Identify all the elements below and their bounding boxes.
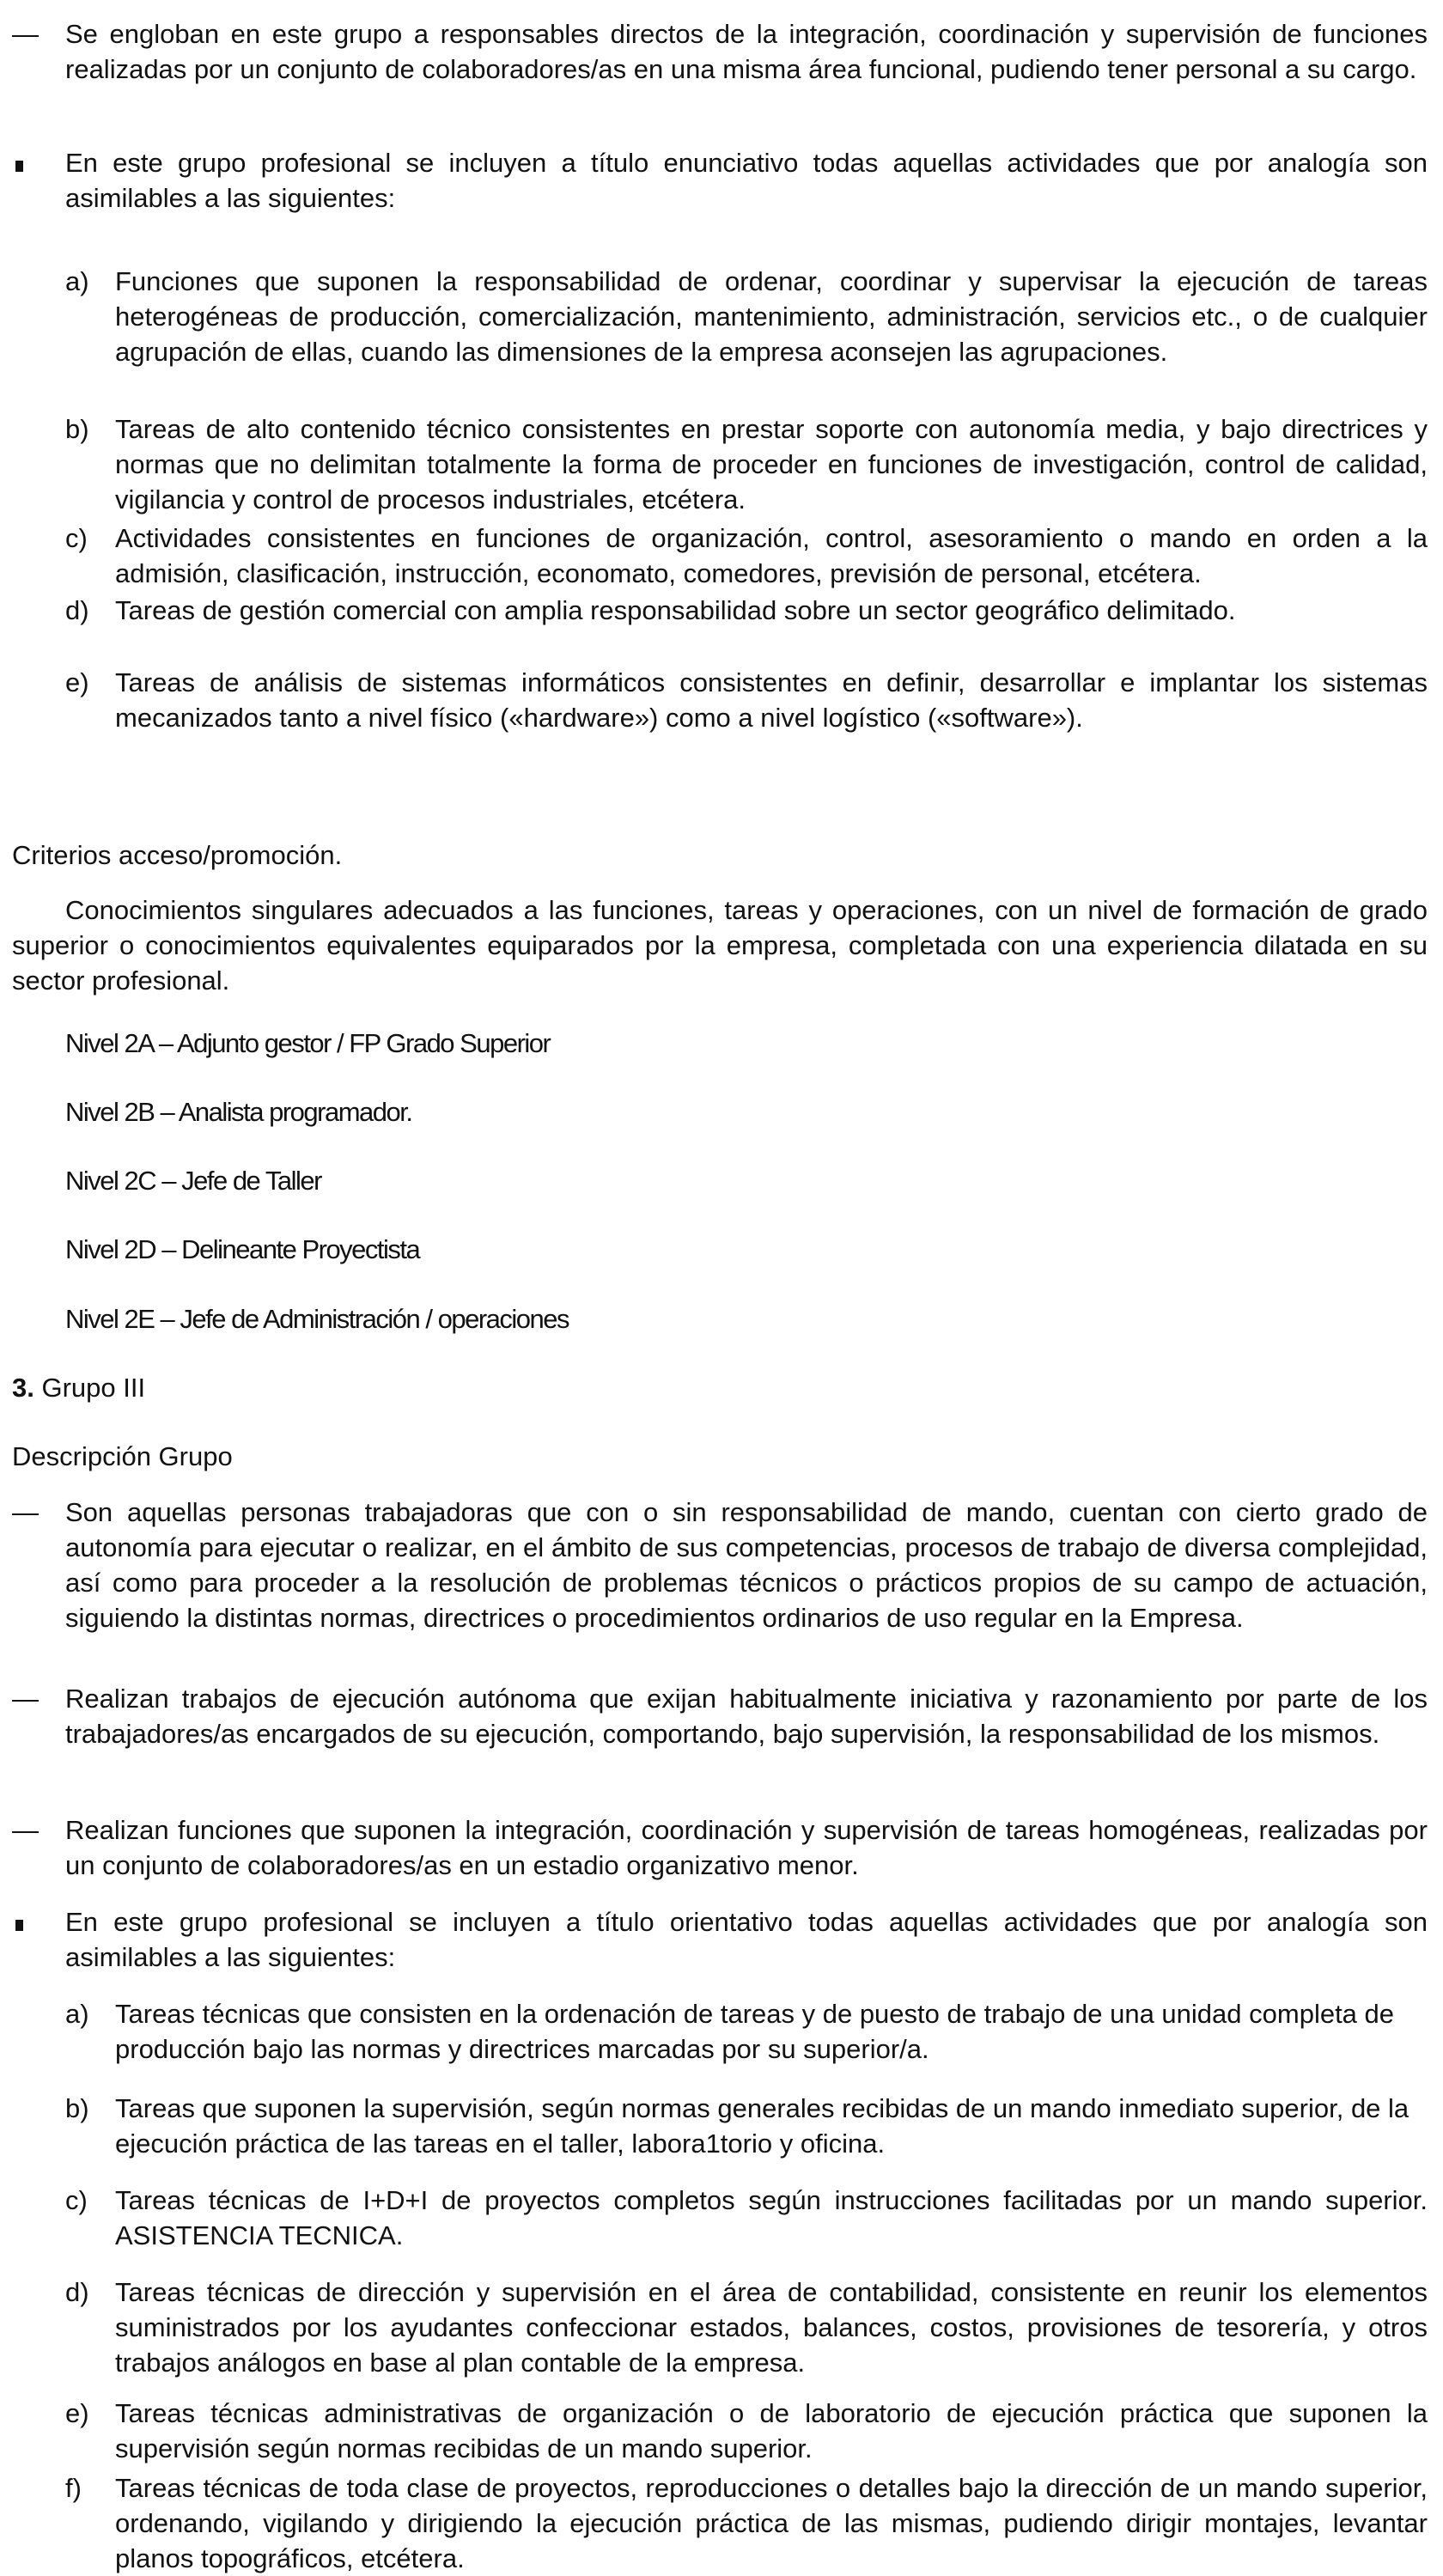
sub-item-text: Tareas técnicas de I+D+I de proyectos completos según instrucciones facilitadas por un mando superior. ASISTENCIA TECNICA. [115,2185,1428,2250]
sub-item-text: Tareas de análisis de sistemas informáticos consistentes en definir, desarrollar e implantar los sistemas mecanizados tanto a nivel físico («hardware») como a nivel logístico («software»). [115,667,1428,733]
square-bullet-icon [12,145,23,180]
section-title: Grupo III [41,1373,146,1403]
level-item: Nivel 2B – Analista programador. [65,1097,412,1127]
dash-item-text: Se engloban en este grupo a responsables directos de la integración, coordinación y supervisión de funciones realizadas por un conjunto de colaboradores/as en una misma área funcional, pudiendo tener personal a su cargo. [65,19,1428,84]
dash-item-text: Realizan funciones que suponen la integración, coordinación y supervisión de tareas homogéneas, realizadas por un conjunto de colaboradores/as en un estadio organizativo menor. [65,1815,1428,1880]
sub-item-marker: c) [65,2185,88,2215]
sub-item-text: Tareas que suponen la supervisión, según normas generales recibidas de un mando inmediato superior, de la ejecución práctica de las tareas en el taller, labora1torio y oficina. [115,2093,1410,2159]
sub-item-marker: a) [65,1999,89,2029]
dash-marker: — [12,1497,39,1527]
bullet-item-text: En este grupo profesional se incluyen a título enunciativo todas aquellas actividades que por analogía son asimilables a las siguientes: [65,148,1428,213]
sub-item-text: Funciones que suponen la responsabilidad de ordenar, coordinar y supervisar la ejecución de tareas heterogéneas de producción, comercialización, mantenimiento, administración, servicios etc., o de cualquier agrupación de ellas, cuando las dimensiones de la empresa aconsejen las agrupaciones. [115,266,1428,367]
sub-item-marker: e) [65,2398,89,2428]
description-heading: Descripción Grupo [12,1441,233,1471]
sub-item-marker: b) [65,414,89,444]
sub-item-marker: f) [65,2473,82,2503]
sub-item-marker: e) [65,667,89,697]
level-item: Nivel 2E – Jefe de Administración / operaciones [65,1304,569,1334]
sub-item-marker: d) [65,2277,89,2307]
criteria-heading: Criterios acceso/promoción. [12,840,343,870]
level-item: Nivel 2C – Jefe de Taller [65,1166,321,1196]
bullet-item-text: En este grupo profesional se incluyen a título orientativo todas aquellas actividades que por analogía son asimilables a las siguientes: [65,1907,1428,1972]
square-bullet-icon [12,1904,23,1940]
sub-item-marker: d) [65,595,89,625]
level-item: Nivel 2A – Adjunto gestor / FP Grado Superior [65,1028,551,1058]
section-heading [12,1370,1428,1405]
sub-item-text: Tareas técnicas de toda clase de proyectos, reproducciones o detalles bajo la dirección de un mando superior, ordenando, vigilando y dirigiendo la ejecución práctica de las mismas, pudiendo dirigir montajes, levantar planos topográficos, etcétera. [115,2473,1428,2573]
criteria-text: Conocimientos singulares adecuados a las funciones, tareas y operaciones, con un nivel de formación de grado superior o conocimientos equivalentes equiparados por la empresa, completada con una experiencia dilatada en su sector profesional. [12,895,1428,996]
dash-item-text: Son aquellas personas trabajadoras que con o sin responsabilidad de mando, cuentan con cierto grado de autonomía para ejecutar o realizar, en el ámbito de sus competencias, procesos de trabajo de diversa complejidad, así como para proceder a la resolución de problemas técnicos o prácticos propios de su campo de actuación, siguiendo la distintas normas, directrices o procedimientos ordinarios de uso regular en la Empresa. [65,1497,1428,1633]
level-item: Nivel 2D – Delineante Proyectista [65,1234,420,1264]
sub-item-text: Tareas técnicas de dirección y supervisión en el área de contabilidad, consistente en reunir los elementos suministrados por los ayudantes confeccionar estados, balances, costos, provisiones de tesorería, y otros trabajos análogos en base al plan contable de la empresa. [115,2277,1428,2378]
sub-item-text: Tareas técnicas que consisten en la ordenación de tareas y de puesto de trabajo de una unidad completa de producción bajo las normas y directrices marcadas por su superior/a. [115,1999,1395,2064]
dash-marker: — [12,1684,39,1714]
sub-item-marker: a) [65,266,89,296]
dash-item-text: Realizan trabajos de ejecución autónoma que exijan habitualmente iniciativa y razonamiento por parte de los trabajadores/as encargados de su ejecución, comportando, bajo supervisión, la responsabilidad de los mismos. [65,1684,1428,1749]
sub-item-text: Tareas técnicas administrativas de organización o de laboratorio de ejecución práctica que suponen la supervisión según normas recibidas de un mando superior. [115,2398,1428,2463]
sub-item-text: Tareas de gestión comercial con amplia responsabilidad sobre un sector geográfico delimitado. [115,595,1236,625]
section-number: 3. [12,1373,34,1403]
sub-item-text: Actividades consistentes en funciones de organización, control, asesoramiento o mando en orden a la admisión, clasificación, instrucción, economato, comedores, previsión de personal, etcétera. [115,523,1428,588]
sub-item-text: Tareas de alto contenido técnico consistentes en prestar soporte con autonomía media, y bajo directrices y normas que no delimitan totalmente la forma de proceder en funciones de investigación, control de calidad, vigilancia y control de procesos industriales, etcétera. [115,414,1428,515]
sub-item-marker: c) [65,523,88,553]
sub-item-marker: b) [65,2093,89,2123]
dash-marker: — [12,1815,39,1845]
dash-marker: — [12,19,39,49]
